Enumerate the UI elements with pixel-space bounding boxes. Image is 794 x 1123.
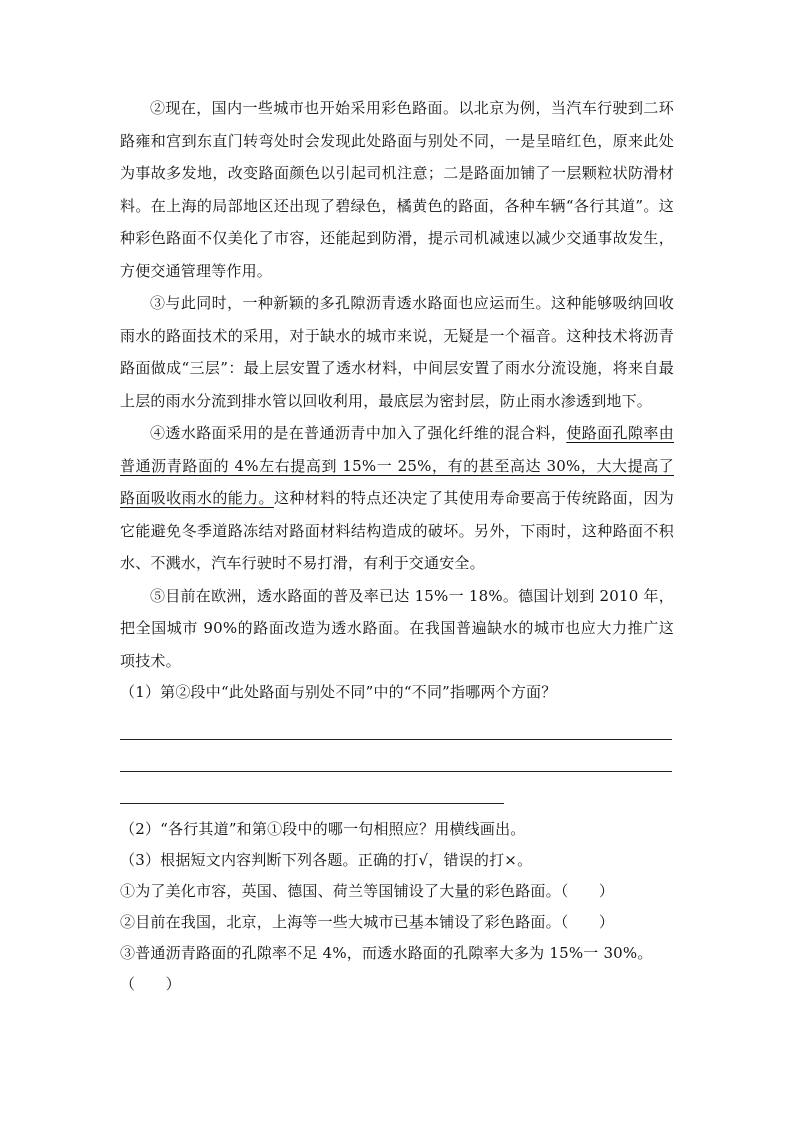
paragraph-4 <box>120 417 674 580</box>
answer-lines[interactable] <box>120 739 674 804</box>
paragraph-4-start: ④透水路面采用的是在普通沥青中加入了强化纤维的混合料， <box>150 424 567 442</box>
question-3-item-2: ②目前在我国，北京，上海等一些大城市已基本铺设了彩色路面。（ ） <box>120 913 615 931</box>
paragraph-3: ③与此同时，一种新颖的多孔隙沥青透水路面也应运而生。这种能够吸纳回收雨水的路面技术的采用，对于缺水的城市来说，无疑是一个福音。这种技术将沥青路面做成“三层”：最上层安置了透水材料，中间层安置了雨水分流设施，将来自最上层的雨水分流到排水管以回收利用，最底层为密封层，防止雨水渗透到地下。 <box>120 294 674 410</box>
underlined-sentence: 使路面孔隙率由普通沥青路面的 4%左右提高到 15%一 25%，有的甚至高达 30%，大大提高了路面吸收雨水的能力。 <box>120 424 675 507</box>
question-1: （1）第②段中“此处路面与别处不同”中的“不同”指哪两个方面？ <box>120 683 557 701</box>
answer-line-2[interactable] <box>120 771 672 772</box>
answer-line-1[interactable] <box>120 739 672 740</box>
question-2: （2）“各行其道”和第①段中的哪一句相照应？用横线画出。 <box>120 820 526 838</box>
paragraph-4-end: 这种材料的特点还决定了其使用寿命要高于传统路面，因为它能避免冬季道路冻结对路面材料结构造成的破坏。另外，下雨时，这种路面不积水、不溅水，汽车行驶时不易打滑，有利于交通安全。 <box>120 489 674 572</box>
question-3-item-1: ①为了美化市容，英国、德国、荷兰等国铺设了大量的彩色路面。（ ） <box>120 882 615 900</box>
question-3: （3）根据短文内容判断下列各题。正确的打√，错误的打×。 <box>120 851 533 869</box>
paragraph-5: ⑤目前在欧洲，透水路面的普及率已达 15%一 18%。德国计划到 2010 年，把全国城市 90%的路面改造为透水路面。在我国普遍缺水的城市也应大力推广这项技术。 <box>120 586 674 670</box>
question-3-item-3: ③普通沥青路面的孔隙率不足 4%，而透水路面的孔隙率大多为 15%一 30%。 <box>120 944 653 962</box>
document-page <box>120 92 674 1000</box>
question-3-item-3-answer[interactable]: （ ） <box>120 975 181 993</box>
paragraph-2: ②现在，国内一些城市也开始采用彩色路面。以北京为例，当汽车行驶到二环路雍和宫到东直门转弯处时会发现此处路面与别处不同，一是呈暗红色，原来此处为事故多发地，改变路面颜色以引起司机注意；二是路面加铺了一层颗粒状防滑材料。在上海的局部地区还出现了碧绿色，橘黄色的路面，各种车辆“各行其道”。这种彩色路面不仅美化了市容，还能起到防滑，提示司机减速以减少交通事故发生，方便交通管理等作用。 <box>120 99 674 280</box>
